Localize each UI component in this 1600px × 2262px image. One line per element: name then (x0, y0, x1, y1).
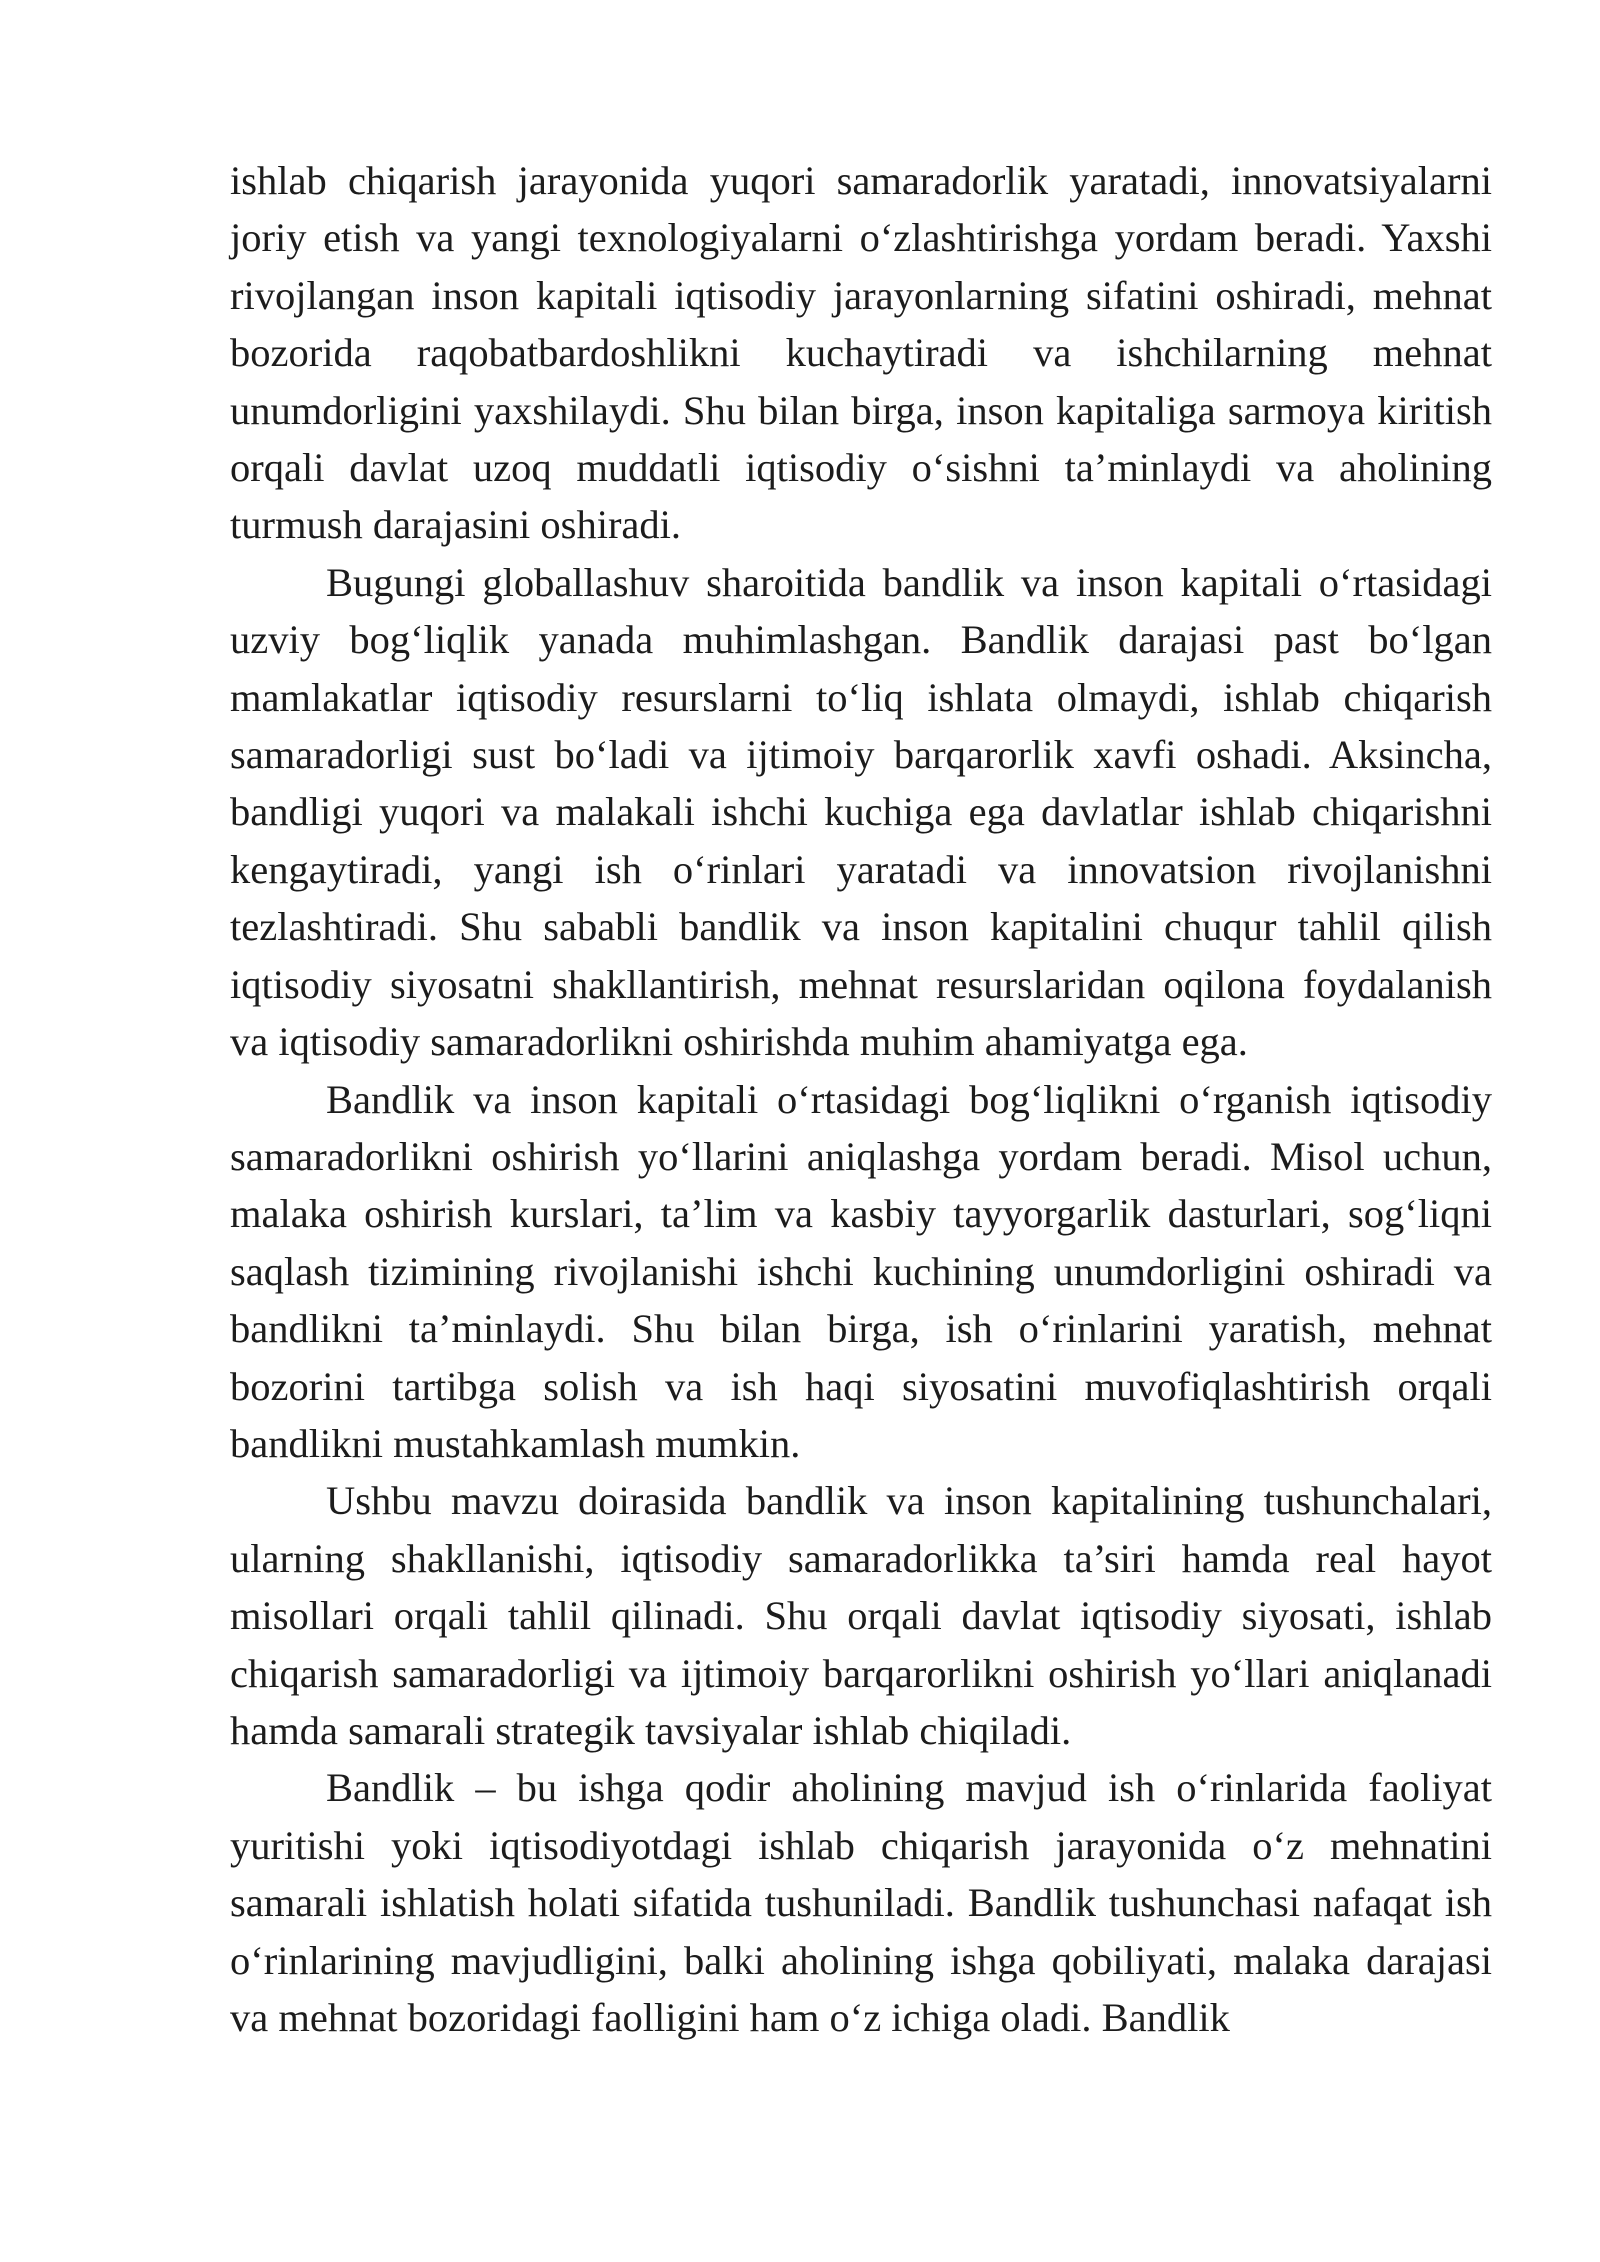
paragraph-relationship: Bandlik va inson kapitali o‘rtasidagi bog‘liqlikni o‘rganish iqtisodiy samaradorlikni oshirish yo‘llarini aniqlashga yordam beradi. Misol uchun, malaka oshirish kurslari, ta’lim va kasbiy tayyorgarlik dasturlari, sog‘liqni saqlash tizimining rivojlanishi ishchi kuchining unumdorligini oshiradi va bandlikni ta’minlaydi. Shu bilan birga, ish o‘rinlarini yaratish, mehnat bozorini tartibga solish va ish haqi siyosatini muvofiqlashtirish orqali bandlikni mustahkamlash mumkin. (230, 1076, 1492, 1466)
paragraph-topic-scope: Ushbu mavzu doirasida bandlik va inson kapitalining tushunchalari, ularning shakllanishi, iqtisodiy samaradorlikka ta’siri hamda real hayot misollari orqali tahlil qilinadi. Shu orqali davlat iqtisodiy siyosati, ishlab chiqarish samaradorligi va ijtimoiy barqarorlikni oshirish yo‘llari aniqlanadi hamda samarali strategik tavsiyalar ishlab chiqiladi. (230, 1478, 1492, 1753)
paragraph-continuation: ishlab chiqarish jarayonida yuqori samaradorlik yaratadi, innovatsiyalarni joriy etish va yangi texnologiyalarni o‘zlashtirishga yordam beradi. Yaxshi rivojlangan inson kapitali iqtisodiy jarayonlarning sifatini oshiradi, mehnat bozorida raqobatbardoshlikni kuchaytiradi va ishchilarning mehnat unumdorligini yaxshilaydi. Shu bilan birga, inson kapitaliga sarmoya kiritish orqali davlat uzoq muddatli iqtisodiy o‘sishni ta’minlaydi va aholining turmush darajasini oshiradi. (230, 158, 1492, 548)
paragraph-globalization: Bugungi globallashuv sharoitida bandlik va inson kapitali o‘rtasidagi uzviy bog‘liqlik yanada muhimlashgan. Bandlik darajasi past bo‘lgan mamlakatlar iqtisodiy resurslarni to‘liq ishlata olmaydi, ishlab chiqarish samaradorligi sust bo‘ladi va ijtimoiy barqarorlik xavfi oshadi. Aksincha, bandligi yuqori va malakali ishchi kuchiga ega davlatlar ishlab chiqarishni kengaytiradi, yangi ish o‘rinlari yaratadi va innovatsion rivojlanishni tezlashtiradi. Shu sababli bandlik va inson kapitalini chuqur tahlil qilish iqtisodiy siyosatni shakllantirish, mehnat resurslaridan oqilona foydalanish va iqtisodiy samaradorlikni oshirishda muhim ahamiyatga ega. (230, 559, 1492, 1065)
document-body (230, 152, 1492, 2046)
paragraph-employment-definition: Bandlik – bu ishga qodir aholining mavjud ish o‘rinlarida faoliyat yuritishi yoki iqtisodiyotdagi ishlab chiqarish jarayonida o‘z mehnatini samarali ishlatish holati sifatida tushuniladi. Bandlik tushunchasi nafaqat ish o‘rinlarining mavjudligini, balki aholining ishga qobiliyati, malaka darajasi va mehnat bozoridagi faolligini ham o‘z ichiga oladi. Bandlik (230, 1765, 1492, 2040)
